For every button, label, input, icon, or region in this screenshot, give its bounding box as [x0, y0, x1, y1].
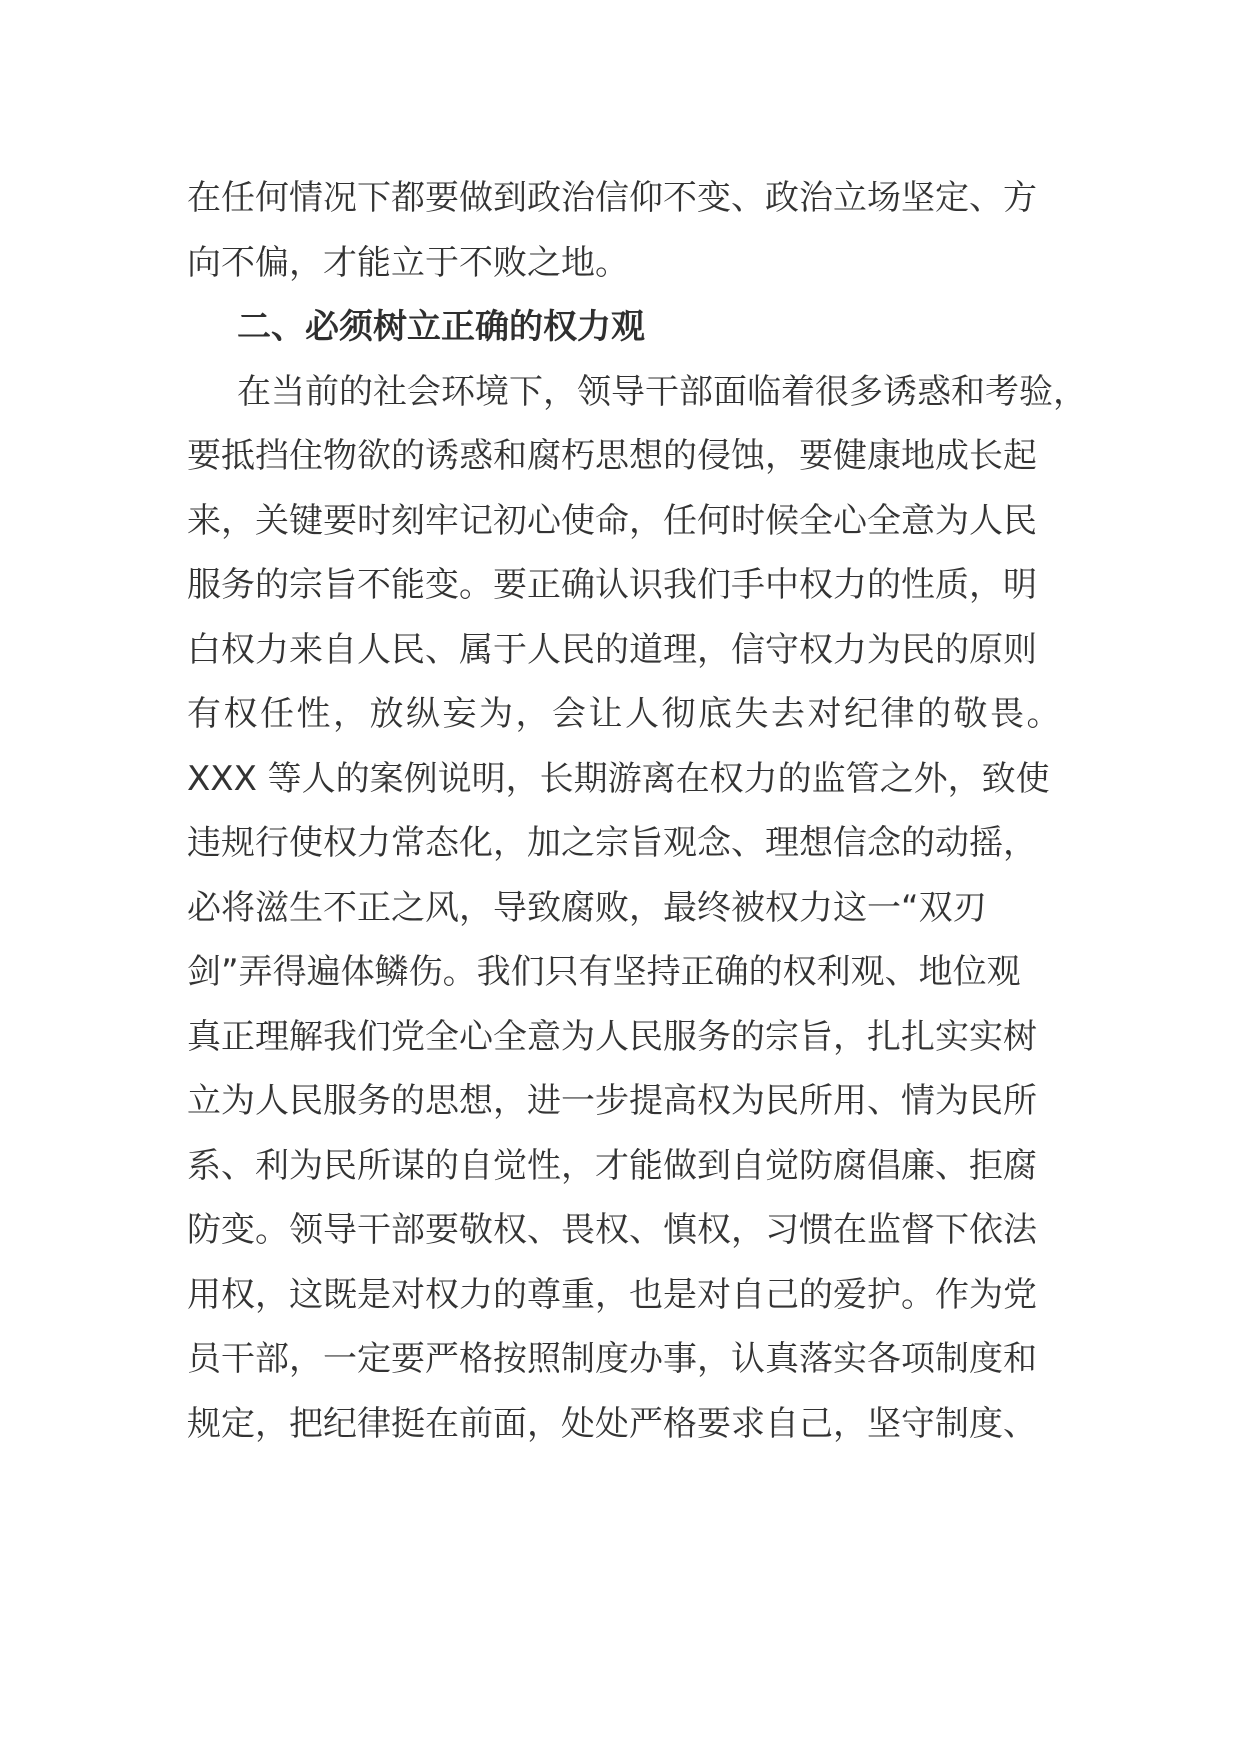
body-line: 立为人民服务的思想，进一步提高权为民所用、情为民所 — [187, 1081, 1037, 1121]
body-line: 必将滋生不正之风，导致腐败，最终被权力这一“双刃 — [187, 887, 987, 928]
body-line: 在当前的社会环境下，领导干部面临着很多诱惑和考验， — [237, 371, 1087, 412]
body-line: 系、利为民所谋的自觉性，才能做到自觉防腐倡廉、拒腐 — [187, 1145, 1037, 1186]
body-line: 防变。领导干部要敬权、畏权、慎权，习惯在监督下依法 — [187, 1210, 1037, 1250]
body-line: 规定，把纪律挺在前面，处处严格要求自己，坚守制度、 — [187, 1403, 1037, 1444]
body-line: 向不偏，才能立于不败之地。 — [187, 242, 629, 283]
body-line: 员干部，一定要严格按照制度办事，认真落实各项制度和 — [187, 1339, 1037, 1379]
body-line: 有权任性，放纵妄为，会让人彻底失去对纪律的敬畏。 — [187, 694, 1063, 734]
body-line: XXX 等人的案例说明，长期游离在权力的监管之外，致使 — [187, 758, 1050, 799]
body-line: 白权力来自人民、属于人民的道理，信守权力为民的原则 — [187, 629, 1037, 670]
body-line: 服务的宗旨不能变。要正确认识我们手中权力的性质，明 — [187, 565, 1037, 605]
body-line: 用权，这既是对权力的尊重，也是对自己的爱护。作为党 — [187, 1274, 1037, 1315]
section-heading: 二、必须树立正确的权力观 — [237, 307, 645, 347]
document-body — [187, 166, 1087, 1456]
body-line: 要抵挡住物欲的诱惑和腐朽思想的侵蚀，要健康地成长起 — [187, 436, 1037, 476]
body-line: 来，关键要时刻牢记初心使命，任何时候全心全意为人民 — [187, 500, 1037, 541]
body-line: 在任何情况下都要做到政治信仰不变、政治立场坚定、方 — [187, 178, 1037, 218]
body-line: 真正理解我们党全心全意为人民服务的宗旨，扎扎实实树 — [187, 1016, 1037, 1057]
body-line: 剑”弄得遍体鳞伤。我们只有坚持正确的权利观、地位观 — [187, 952, 1021, 992]
body-line: 违规行使权力常态化，加之宗旨观念、理想信念的动摇， — [187, 823, 1037, 863]
